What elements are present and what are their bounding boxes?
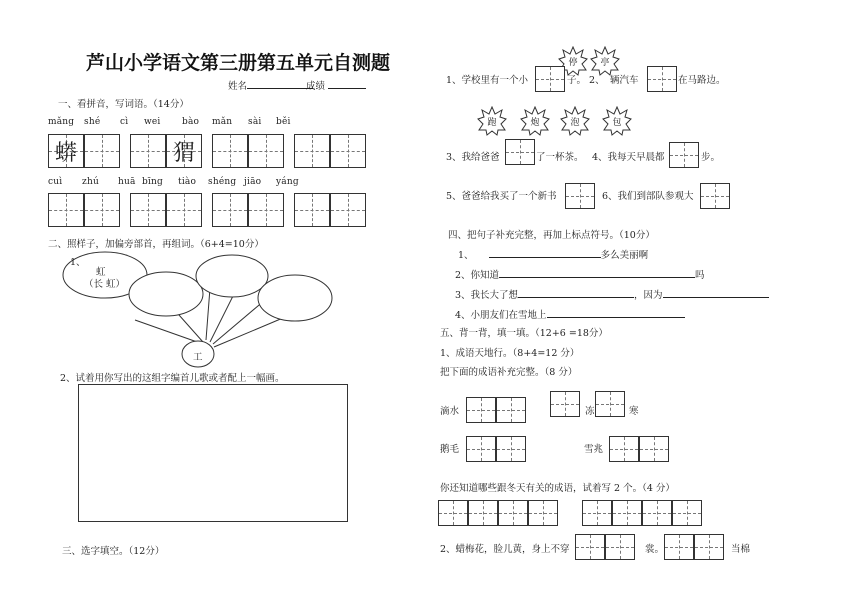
center-char: 工	[193, 352, 203, 363]
char-box[interactable]	[212, 193, 248, 227]
pinyin-13: tiào	[178, 177, 197, 187]
answer-box[interactable]	[664, 534, 694, 560]
answer-box[interactable]	[700, 183, 730, 209]
flower-option: 包	[602, 106, 632, 136]
answer-box[interactable]	[582, 500, 612, 526]
page-title: 芦山小学语文第三册第五单元自测题	[86, 52, 391, 74]
section-5-note: 把下面的成语补充完整。（8 分）	[440, 367, 578, 378]
score-label: 成绩	[306, 78, 366, 92]
answer-box[interactable]	[565, 183, 595, 209]
char-box[interactable]	[212, 134, 248, 168]
char-box[interactable]	[84, 193, 120, 227]
q3-text-b: 了一杯茶。	[536, 152, 584, 163]
char-box[interactable]	[130, 193, 166, 227]
pinyin-5: bào	[182, 117, 200, 127]
q1-text-d: 在马路边。	[678, 75, 726, 86]
pinyin-9: cuì	[48, 177, 63, 187]
char-box[interactable]	[248, 193, 284, 227]
pinyin-16: yáng	[276, 177, 299, 187]
pinyin-14: shéng	[208, 177, 237, 187]
answer-box[interactable]	[505, 139, 535, 165]
sentence-4: 4、小朋友们在雪地上	[455, 307, 685, 321]
char-box[interactable]: 猬	[166, 134, 202, 168]
answer-box[interactable]	[438, 500, 468, 526]
answer-box[interactable]	[642, 500, 672, 526]
answer-box[interactable]	[669, 142, 699, 168]
section-5-heading: 五、背一背，填一填。（12+6 =18分）	[440, 328, 608, 339]
idiom-2-end: 寒	[629, 406, 639, 417]
answer-box[interactable]	[612, 500, 642, 526]
idiom-4-label: 雪兆	[584, 444, 604, 455]
section-2-heading: 二、照样子，加偏旁部首，再组词。（6+4=10分）	[48, 239, 264, 250]
more-idioms-prompt: 你还知道哪些跟冬天有关的成语，试着写 2 个。（4 分）	[440, 483, 675, 494]
sentence-2: 2、你知道 吗	[455, 270, 705, 281]
section-4-heading: 四、把句子补充完整，再加上标点符号。（10分）	[448, 230, 655, 241]
answer-box[interactable]	[609, 436, 639, 462]
idiom-3-label: 鹅毛	[440, 444, 460, 455]
section-5-sub-1: 1、成语天地行。（8+4=12 分）	[440, 348, 580, 359]
pinyin-15: jiāo	[244, 177, 262, 187]
idiom-2-mid: 冻	[585, 406, 595, 417]
idiom-1-label: 滴水	[440, 406, 460, 417]
answer-box[interactable]	[694, 534, 724, 560]
sentence-3: 3、我长大了想 ，因为	[455, 287, 769, 301]
bubble-empty[interactable]	[196, 255, 268, 297]
pinyin-4: wei	[144, 117, 161, 127]
char-box[interactable]	[84, 134, 120, 168]
answer-box[interactable]	[575, 534, 605, 560]
section-3-heading: 三、选字填空。（12分）	[62, 546, 165, 557]
section-5-sub-2-b: 裳。	[645, 544, 665, 555]
answer-box[interactable]	[466, 397, 496, 423]
char-box[interactable]	[330, 134, 366, 168]
item-1-number: 1、	[70, 257, 86, 268]
answer-box[interactable]	[595, 391, 625, 417]
answer-box[interactable]	[496, 436, 526, 462]
section-5-sub-2-c: 当棉	[731, 544, 751, 555]
pinyin-10: zhú	[82, 177, 99, 187]
pinyin-7: sài	[248, 117, 262, 127]
char-box[interactable]	[330, 193, 366, 227]
answer-box[interactable]	[550, 391, 580, 417]
pinyin-2: shé	[84, 117, 101, 127]
char-box[interactable]	[248, 134, 284, 168]
section-5-sub-2: 2、蜡梅花，脸儿黄，身上不穿	[440, 544, 570, 555]
pinyin-6: mǎn	[212, 117, 233, 127]
q1-text-b: 子。 2、	[567, 75, 605, 86]
q6-text: 6、我们到部队参观大	[602, 191, 694, 202]
bubble-empty[interactable]	[129, 272, 203, 316]
q3-text-a: 3、我给爸爸	[446, 152, 500, 163]
answer-box[interactable]	[496, 397, 526, 423]
q4-text-b: 步。	[701, 152, 721, 163]
answer-box[interactable]	[639, 436, 669, 462]
pinyin-3: cì	[120, 117, 129, 127]
flower-option: 亭	[590, 46, 620, 76]
pinyin-12: bīng	[142, 177, 163, 187]
q4-text-a: 4、我每天早晨都	[592, 152, 665, 163]
answer-box[interactable]	[466, 436, 496, 462]
section-2-item-2: 2、试着用你写出的这组字编首儿歌或者配上一幅画。	[60, 373, 285, 384]
example-char: 虹	[96, 267, 106, 278]
pinyin-1: mǎng	[48, 117, 75, 127]
flower-option: 跑	[477, 106, 507, 136]
pinyin-11: huā	[118, 177, 136, 187]
name-label: 姓名	[228, 78, 313, 92]
flower-option: 炮	[520, 106, 550, 136]
flower-option: 泡	[560, 106, 590, 136]
example-word: （长 虹）	[84, 279, 126, 290]
char-box[interactable]	[294, 193, 330, 227]
char-box[interactable]	[166, 193, 202, 227]
pinyin-8: běi	[276, 117, 291, 127]
answer-box[interactable]	[535, 66, 565, 92]
char-box[interactable]	[48, 193, 84, 227]
answer-box[interactable]	[647, 66, 677, 92]
char-box[interactable]	[294, 134, 330, 168]
answer-box[interactable]	[468, 500, 498, 526]
flower-option: 停	[558, 46, 588, 76]
char-box[interactable]	[130, 134, 166, 168]
answer-box[interactable]	[528, 500, 558, 526]
answer-box[interactable]	[498, 500, 528, 526]
q1-text-c: 辆汽车	[610, 75, 639, 86]
bubble-empty[interactable]	[258, 275, 332, 321]
section-1-heading: 一、看拼音，写词语。（14分）	[58, 99, 189, 110]
q5-text: 5、爸爸给我买了一个新书	[446, 191, 557, 202]
answer-box[interactable]	[605, 534, 635, 560]
char-box[interactable]: 蟒	[48, 134, 84, 168]
sentence-1: 1、 多么美丽啊	[458, 250, 649, 261]
drawing-frame[interactable]	[78, 384, 348, 522]
q1-text-a: 1、学校里有一个小	[446, 75, 529, 86]
answer-box[interactable]	[672, 500, 702, 526]
